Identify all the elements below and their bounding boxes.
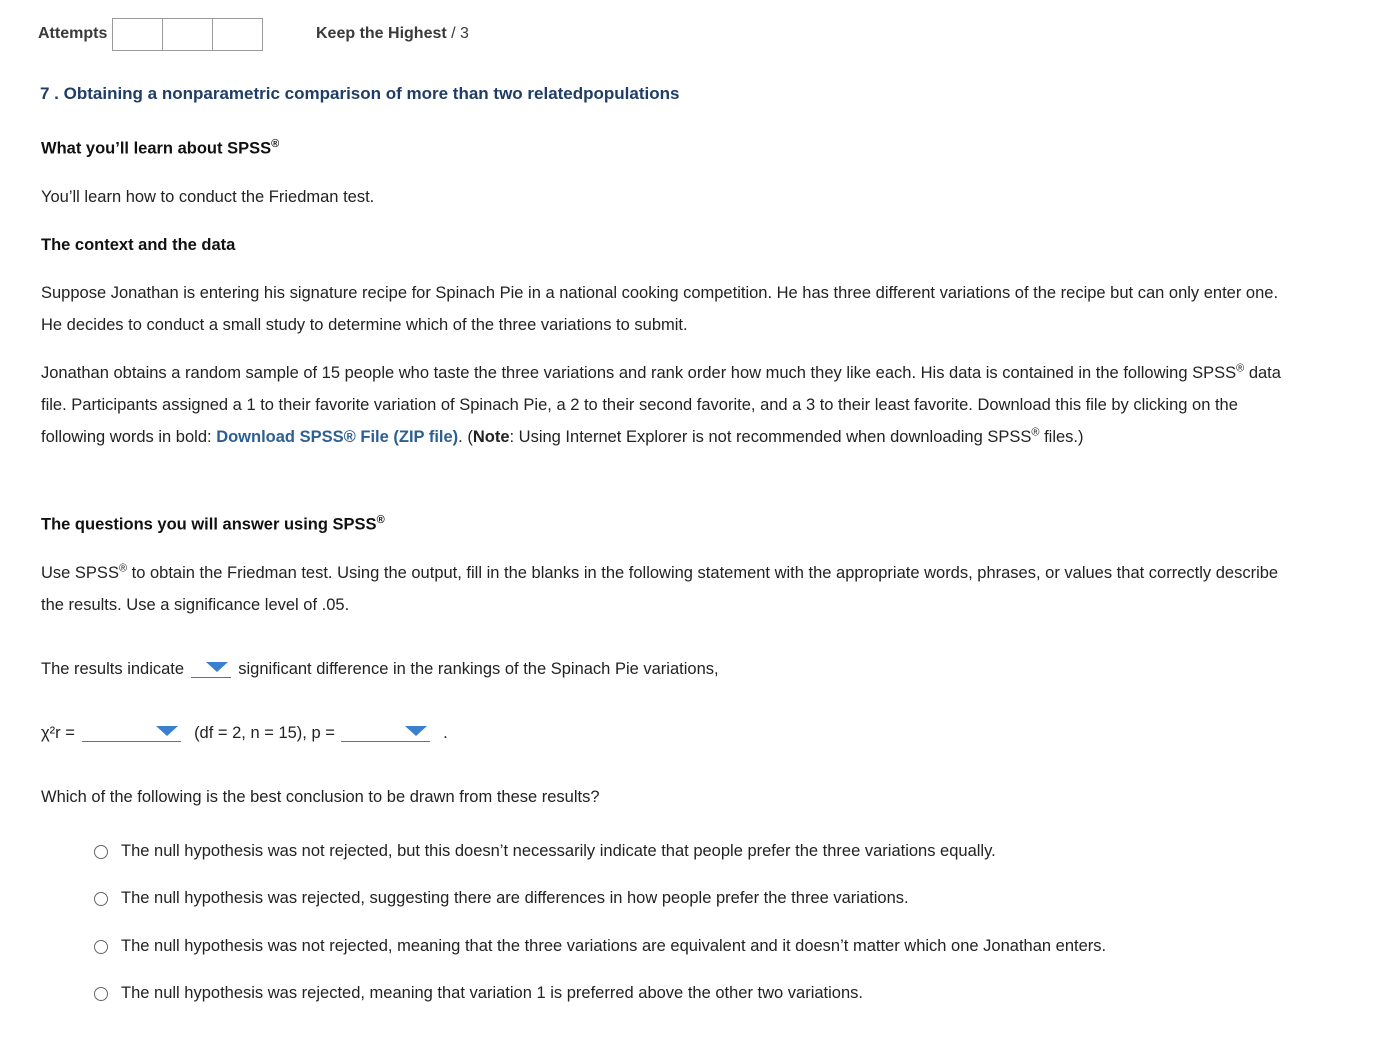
learn-text: You’ll learn how to conduct the Friedman test. xyxy=(41,188,375,206)
learn-heading-text: What you’ll learn about SPSS xyxy=(41,139,272,158)
attempt-box-2 xyxy=(162,18,213,51)
option-label: The null hypothesis was rejected, suggesting there are differences in how people prefer the three variations. xyxy=(121,889,909,907)
attempts-label: Attempts xyxy=(38,25,108,42)
questions-heading xyxy=(41,514,385,535)
note-label: Note xyxy=(472,428,510,446)
option-label: The null hypothesis was not rejected, meaning that the three variations are equivalent and it doesn’t matter which one Jonathan enters. xyxy=(121,937,1107,955)
conclusion-option-2[interactable] xyxy=(94,889,909,908)
chevron-down-icon xyxy=(206,662,228,672)
chevron-down-icon xyxy=(156,726,178,736)
download-spss-link[interactable]: Download SPSS® File (ZIP file) xyxy=(216,428,459,446)
context-paragraph-2: Jonathan obtains a random sample of 15 people who taste the three variations and rank order how much they like each. His data is contained in the following SPSS® data file. Participants assigned a 1 to their favorite variation of Spinach Pie, a 2 to their second favorite, and a 3 to their least favorite. Download this file by clicking on the following words in bold: Download SPSS® File (ZIP file). (Note: Using Internet Explorer is not recommended when downloading SPSS® files.) xyxy=(41,362,1281,446)
results-statement xyxy=(41,653,1281,685)
registered-mark: ® xyxy=(118,562,128,575)
keep-highest-text: Keep the Highest xyxy=(316,25,447,42)
radio-button[interactable] xyxy=(94,845,108,859)
keep-highest-label xyxy=(316,25,469,43)
attempt-box-1 xyxy=(112,18,163,51)
registered-mark: ® xyxy=(376,514,385,526)
results-suffix: significant difference in the rankings of the Spinach Pie variations, xyxy=(238,660,719,678)
option-label: The null hypothesis was rejected, meaning that variation 1 is preferred above the other two variations. xyxy=(121,984,863,1002)
registered-mark: ® xyxy=(271,138,280,150)
results-prefix: The results indicate xyxy=(41,660,185,678)
registered-mark: ® xyxy=(1236,362,1245,375)
attempt-box-3 xyxy=(212,18,263,51)
radio-button[interactable] xyxy=(94,892,108,906)
chi-square-label: χ²r = xyxy=(41,724,75,742)
context-paragraph-1: Suppose Jonathan is entering his signature recipe for Spinach Pie in a national cooking competition. He has three different variations of the recipe but can only enter one. He decides to conduct a small study to determine which of the three variations to submit. xyxy=(41,284,1279,334)
option-label: The null hypothesis was not rejected, but this doesn’t necessarily indicate that people prefer the three variations equally. xyxy=(121,842,996,860)
chi-square-line xyxy=(41,717,1281,749)
questions-intro: Use SPSS® to obtain the Friedman test. Using the output, fill in the blanks in the following statement with the appropriate words, phrases, or values that correctly describe the results. Use a significance level of .05. xyxy=(41,562,1279,614)
questions-heading-text: The questions you will answer using SPSS xyxy=(41,515,377,534)
attempt-boxes xyxy=(112,18,263,51)
conclusion-option-1[interactable] xyxy=(94,842,996,861)
significance-dropdown[interactable] xyxy=(191,659,231,678)
df-text: (df = 2, n = 15), p = xyxy=(194,724,335,742)
p-value-dropdown[interactable] xyxy=(341,723,430,742)
keep-highest-count: / 3 xyxy=(446,25,469,42)
statement-period: . xyxy=(443,724,448,742)
chevron-down-icon xyxy=(405,726,427,736)
learn-heading xyxy=(41,138,279,159)
conclusion-option-4[interactable] xyxy=(94,984,863,1003)
question-title: 7 . Obtaining a nonparametric comparison of more than two relatedpopulations xyxy=(40,84,680,103)
radio-button[interactable] xyxy=(94,987,108,1001)
radio-button[interactable] xyxy=(94,940,108,954)
conclusion-option-3[interactable] xyxy=(94,937,1106,956)
registered-mark: ® xyxy=(1031,426,1040,439)
conclusion-prompt: Which of the following is the best conclusion to be drawn from these results? xyxy=(41,788,600,806)
chi-square-dropdown[interactable] xyxy=(82,723,181,742)
context-heading: The context and the data xyxy=(41,236,236,254)
